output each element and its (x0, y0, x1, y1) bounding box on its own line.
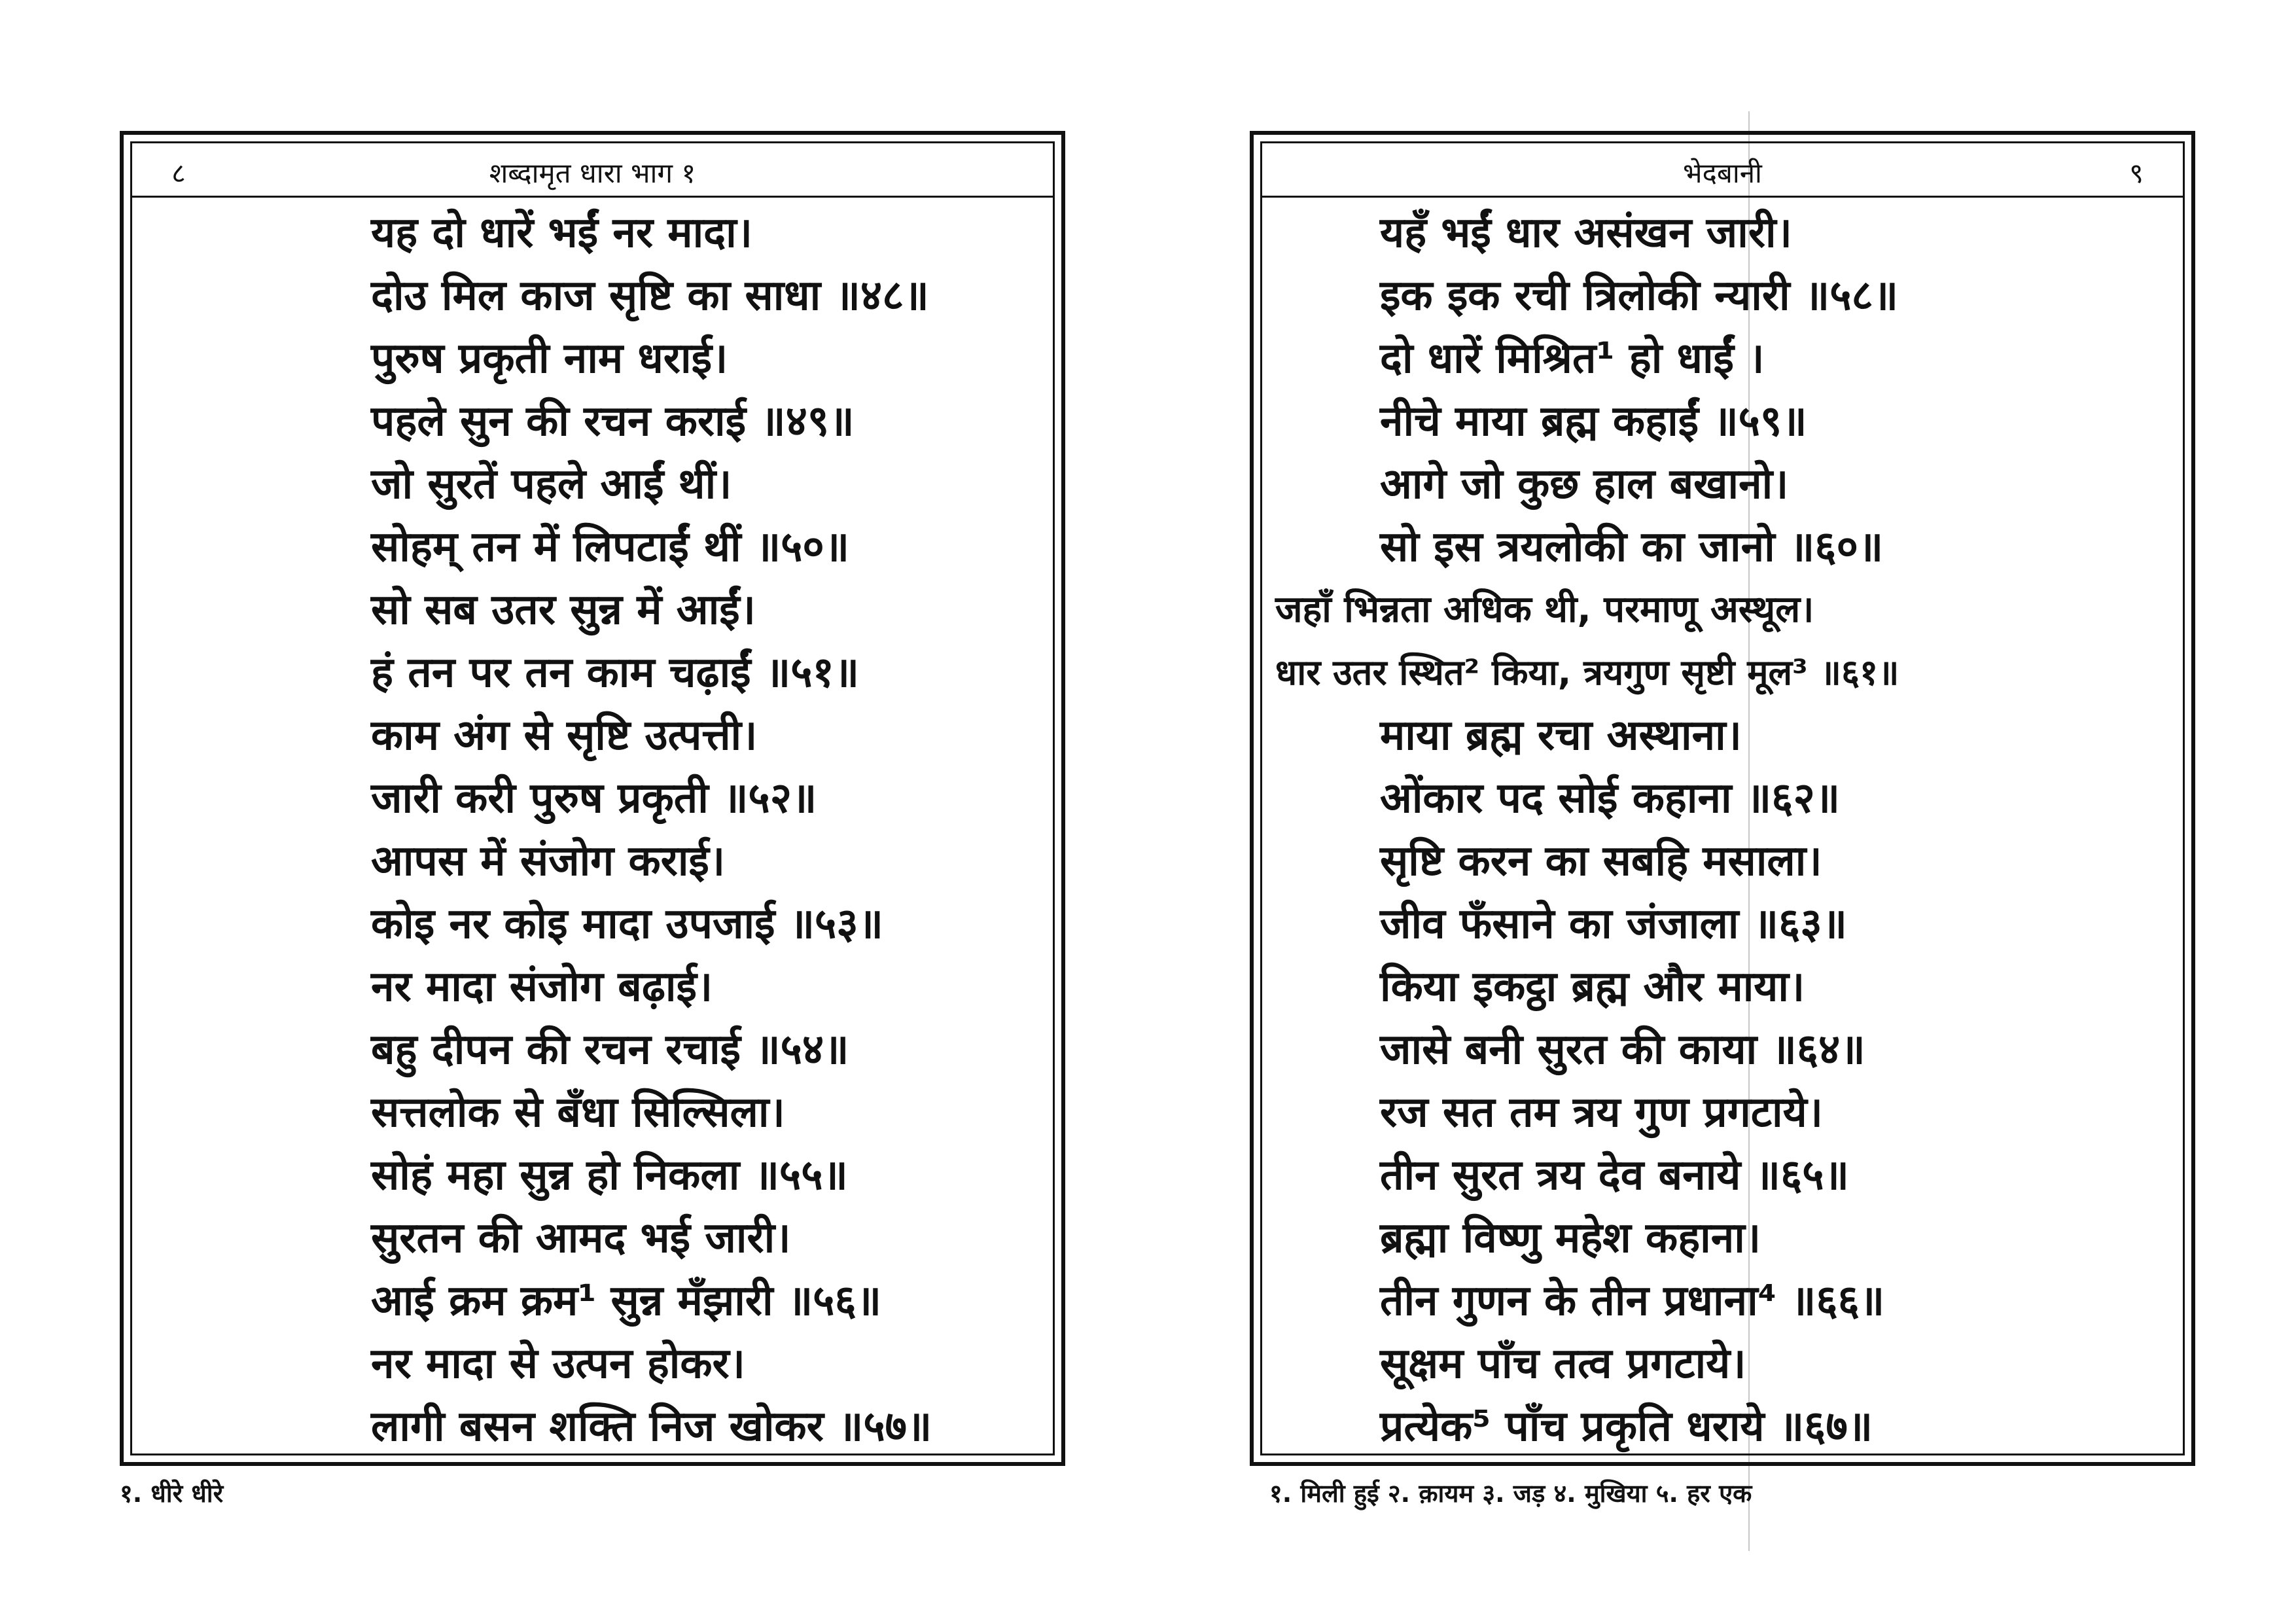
verse-line: आगे जो कुछ हाल बखानो। (1380, 460, 1789, 508)
verse-line: किया इकट्ठा ब्रह्म और माया। (1380, 963, 1805, 1011)
verse-line: सो सब उतर सुन्न में आईं। (371, 586, 756, 634)
verse-line: पुरुष प्रकृती नाम धराई। (371, 334, 728, 383)
verse-line: सृष्टि करन का सबहि मसाला। (1380, 837, 1822, 885)
verse-line: जहाँ भिन्नता अधिक थी, परमाणू अस्थूल। (1275, 588, 1814, 631)
verse-line: यह दो धारें भईं नर मादा। (371, 209, 752, 257)
verse-line: नीचे माया ब्रह्म कहाईं ॥५९॥ (1380, 397, 1807, 446)
verse-line: नर मादा संजोग बढ़ाई। (371, 963, 713, 1011)
verse-line: जीव फँसाने का जंजाला ॥६३॥ (1380, 900, 1847, 948)
verse-line: लागी बसन शक्ति निज खोकर ॥५७॥ (371, 1402, 932, 1451)
verse-line: यहँ भईं धार असंखन जारी। (1380, 209, 1792, 257)
verse-line: जो सुरतें पहले आईं थीं। (371, 460, 732, 508)
footnotes: १. मिली हुई २. क़ायम ३. जड़ ४. मुखिया ५. हर एक (1269, 1479, 1752, 1508)
verse-block (1262, 200, 2183, 1451)
verse-line: कोइ नर कोइ मादा उपजाई ॥५३॥ (371, 900, 883, 948)
right-page (1250, 131, 2195, 1466)
left-page (120, 131, 1065, 1466)
verse-line: तीन सुरत त्रय देव बनाये ॥६५॥ (1380, 1151, 1849, 1200)
page-number: ९ (2129, 157, 2144, 189)
verse-line: दो धारें मिश्रित¹ हो धाईं । (1380, 334, 1765, 383)
verse-line: सोहम् तन में लिपटाईं थीं ॥५०॥ (371, 523, 850, 571)
running-head (132, 143, 1053, 198)
verse-line: प्रत्येक⁵ पाँच प्रकृति धराये ॥६७॥ (1380, 1402, 1873, 1451)
verse-line: ब्रह्मा विष्णु महेश कहाना। (1380, 1214, 1761, 1262)
page-number: ८ (171, 157, 186, 189)
running-title: शब्दामृत धारा भाग १ (489, 157, 696, 189)
verse-line: सो इस त्रयलोकी का जानो ॥६०॥ (1380, 523, 1884, 571)
verse-line: तीन गुणन के तीन प्रधाना⁴ ॥६६॥ (1380, 1277, 1885, 1325)
footnotes: १. धीरे धीरे (120, 1479, 224, 1508)
verse-line: हं तन पर तन काम चढ़ाईं ॥५१॥ (371, 649, 860, 697)
verse-line: इक इक रची त्रिलोकी न्यारी ॥५८॥ (1380, 272, 1899, 320)
verse-line: रज सत तम त्रय गुण प्रगटाये। (1380, 1088, 1823, 1137)
verse-line: सोहं महा सुन्न हो निकला ॥५५॥ (371, 1151, 848, 1200)
verse-line: बहु दीपन की रचन रचाई ॥५४॥ (371, 1026, 849, 1074)
verse-line: दोउ मिल काज सृष्टि का साधा ॥४८॥ (371, 272, 929, 320)
running-title: भेदबानी (1683, 157, 1762, 189)
verse-line: नर मादा से उत्पन होकर। (371, 1340, 745, 1388)
verse-line: जारी करी पुरुष प्रकृती ॥५२॥ (371, 774, 817, 823)
verse-line: धार उतर स्थित² किया, त्रयगुण सृष्टी मूल³ ॥६१॥ (1275, 652, 1899, 693)
verse-line: जासे बनी सुरत की काया ॥६४॥ (1380, 1026, 1865, 1074)
verse-line: ओंकार पद सोई कहाना ॥६२॥ (1380, 774, 1841, 823)
verse-line: सत्तलोक से बँधा सिल्सिला। (371, 1088, 785, 1137)
verse-line: माया ब्रह्म रचा अस्थाना। (1380, 711, 1742, 760)
verse-line: सुरतन की आमद भई जारी। (371, 1214, 791, 1262)
verse-block (132, 200, 1053, 1451)
verse-line: आपस में संजोग कराई। (371, 837, 726, 885)
verse-line: सूक्षम पाँच तत्व प्रगटाये। (1380, 1340, 1746, 1388)
running-head (1262, 143, 2183, 198)
verse-line: आई क्रम क्रम¹ सुन्न मँझारी ॥५६॥ (371, 1277, 882, 1325)
verse-line: पहले सुन की रचन कराई ॥४९॥ (371, 397, 855, 446)
verse-line: काम अंग से सृष्टि उत्पत्ती। (371, 711, 758, 760)
